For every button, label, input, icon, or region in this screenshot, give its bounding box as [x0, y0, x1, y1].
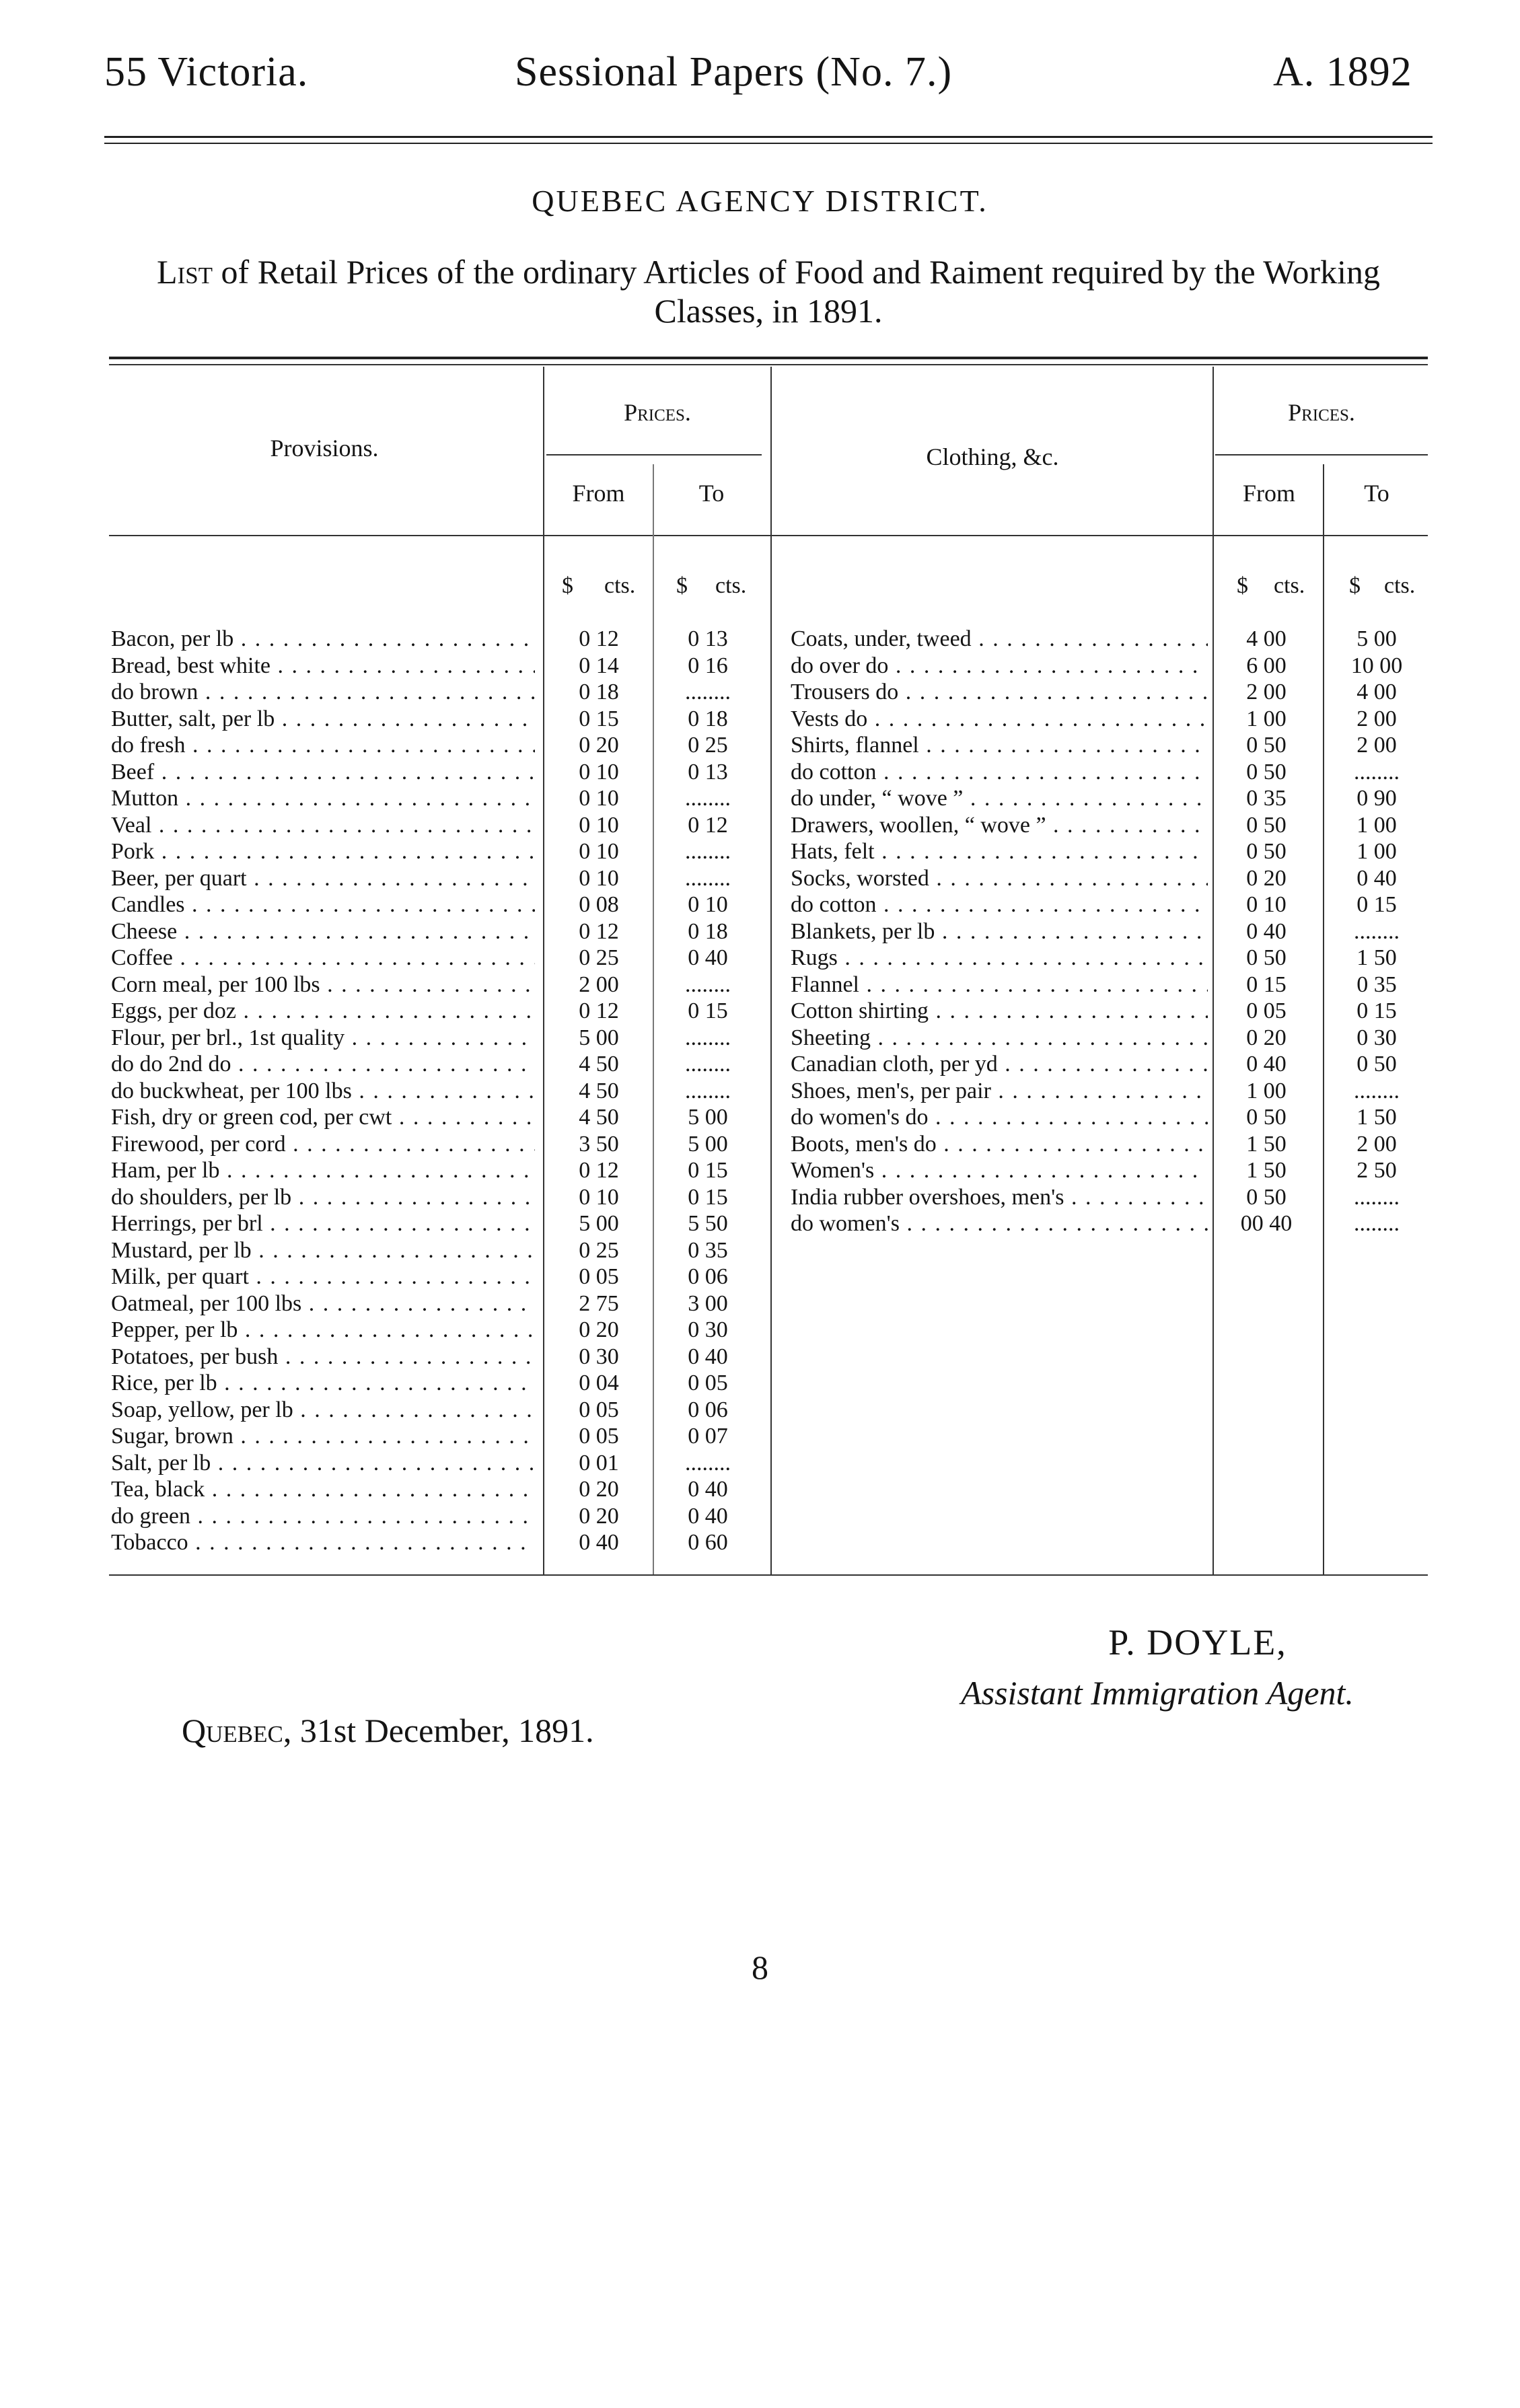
table-row [111, 945, 767, 972]
price-to: ........ [685, 839, 731, 864]
price-to: 10 00 [1350, 653, 1403, 678]
cents-unit-from-right: cts. [1274, 573, 1305, 598]
table-bottom-rule [109, 1574, 1428, 1576]
price-to: 2 00 [1356, 706, 1397, 731]
item-name: do shoulders, per lb . . . [111, 1184, 535, 1211]
prices-left-rule [546, 454, 762, 455]
table-row [111, 653, 767, 680]
header-right: A. 1892 [1273, 49, 1412, 95]
table-row [111, 732, 767, 759]
prices-heading-left: Prices. [624, 399, 691, 426]
price-from: 0 12 [579, 918, 619, 944]
table-row [791, 785, 1428, 812]
price-from: 0 20 [1246, 1025, 1287, 1050]
table-row [111, 1131, 767, 1158]
price-to: 5 00 [1356, 626, 1397, 651]
table-row [791, 1104, 1428, 1131]
cents-unit-to-right: cts. [1384, 573, 1416, 598]
item-name: Canadian cloth, per yd . . . [791, 1051, 1208, 1078]
price-from: 0 40 [1246, 918, 1287, 944]
price-from: 2 00 [579, 972, 619, 997]
price-to: 0 30 [1356, 1025, 1397, 1050]
price-to: 0 07 [688, 1424, 728, 1449]
subtitle-lead: List [157, 253, 213, 291]
table-row [791, 679, 1428, 706]
header-rule-top [104, 136, 1433, 138]
price-from: 4 00 [1246, 626, 1287, 651]
table-row [111, 1237, 767, 1264]
item-name: Beef . . . [111, 759, 535, 786]
item-name: Flour, per brl., 1st quality . . . [111, 1025, 535, 1052]
dollar-unit-to-right: $ [1349, 573, 1361, 598]
table-row [111, 1423, 767, 1450]
item-name: do buckwheat, per 100 lbs . . . [111, 1078, 535, 1105]
item-name: Veal . . . [111, 812, 535, 839]
price-from: 00 40 [1240, 1211, 1293, 1236]
item-name: Boots, men's do . . . [791, 1131, 1208, 1158]
price-to: 1 50 [1356, 1105, 1397, 1130]
item-name: Trousers do . . . [791, 679, 1208, 706]
item-name: do fresh . . . [111, 732, 535, 759]
table-row [111, 1051, 767, 1078]
table-row [111, 1210, 767, 1237]
price-from: 0 01 [579, 1450, 619, 1475]
table-row [791, 706, 1428, 733]
item-name: Coats, under, tweed . . . [791, 626, 1208, 653]
price-to: ........ [685, 865, 731, 891]
table-row [111, 1184, 767, 1211]
price-from: 0 20 [579, 1317, 619, 1342]
price-from: 0 12 [579, 626, 619, 651]
price-from: 0 05 [579, 1397, 619, 1422]
table-row [791, 865, 1428, 892]
price-from: 4 50 [579, 1105, 619, 1130]
item-name: Beer, per quart . . . [111, 865, 535, 892]
table-row [111, 865, 767, 892]
price-from: 0 15 [1246, 972, 1287, 997]
date: , 31st December, 1891. [283, 1712, 594, 1749]
header-left: 55 Victoria. [104, 49, 309, 95]
item-name: Sugar, brown . . . [111, 1423, 535, 1450]
price-to: 0 15 [688, 1184, 728, 1210]
item-name: Coffee . . . [111, 945, 535, 972]
price-to: 0 05 [688, 1371, 728, 1395]
price-to: 5 00 [688, 1105, 728, 1130]
price-to: ........ [1354, 1184, 1400, 1210]
price-from: 0 20 [579, 733, 619, 758]
price-to: 0 40 [1356, 865, 1397, 891]
price-from: 0 50 [1246, 945, 1287, 970]
item-name: Fish, dry or green cod, per cwt . . . [111, 1104, 535, 1131]
price-from: 2 75 [579, 1290, 619, 1316]
table-row [111, 972, 767, 998]
to-heading-left: To [698, 480, 725, 507]
price-to: 0 25 [688, 733, 728, 758]
price-from: 4 50 [579, 1052, 619, 1077]
price-to: 0 35 [1356, 972, 1397, 997]
table-row [111, 759, 767, 786]
table-row [111, 1503, 767, 1530]
price-to: 0 06 [688, 1264, 728, 1289]
item-name: Bread, best white . . . [111, 653, 535, 680]
price-to: ........ [685, 786, 731, 811]
price-to: 2 00 [1356, 1131, 1397, 1157]
price-to: 0 12 [688, 812, 728, 838]
table-row [111, 1025, 767, 1052]
item-name: Eggs, per doz . . . [111, 998, 535, 1025]
table-row [791, 1025, 1428, 1052]
table-row [791, 945, 1428, 972]
price-to: 0 15 [688, 998, 728, 1023]
item-name: Soap, yellow, per lb . . . [111, 1397, 535, 1424]
table-row [111, 1344, 767, 1371]
price-to: ........ [685, 1025, 731, 1050]
price-to: ........ [1354, 918, 1400, 944]
dollar-unit-from-left: $ [562, 573, 573, 598]
item-name: do women's . . . [791, 1210, 1208, 1237]
price-from: 0 05 [579, 1264, 619, 1289]
item-name: Milk, per quart . . . [111, 1264, 535, 1290]
cents-unit-to-left: cts. [715, 573, 747, 598]
price-from: 6 00 [1246, 653, 1287, 678]
price-from: 0 50 [1246, 1105, 1287, 1130]
item-name: Cotton shirting . . . [791, 998, 1208, 1025]
item-name: do women's do . . . [791, 1104, 1208, 1131]
item-name: Mustard, per lb . . . [111, 1237, 535, 1264]
price-to: ........ [1354, 759, 1400, 785]
item-name: do cotton . . . [791, 759, 1208, 786]
table-row [791, 812, 1428, 839]
item-name: do brown . . . [111, 679, 535, 706]
price-to: 0 40 [688, 1503, 728, 1529]
price-to: 2 00 [1356, 733, 1397, 758]
item-name: Flannel . . . [791, 972, 1208, 998]
price-from: 0 12 [579, 1158, 619, 1183]
price-from: 0 15 [579, 706, 619, 731]
price-from: 0 50 [1246, 759, 1287, 785]
price-from: 0 10 [579, 812, 619, 838]
table-row [791, 918, 1428, 945]
table-row [111, 1264, 767, 1290]
table-top-rule [109, 357, 1428, 359]
table-row [791, 891, 1428, 918]
price-to: 4 00 [1356, 680, 1397, 704]
price-to: 0 40 [688, 1477, 728, 1502]
item-name: Oatmeal, per 100 lbs . . . [111, 1290, 535, 1317]
price-from: 0 18 [579, 680, 619, 704]
table-row [111, 626, 767, 653]
price-to: 3 00 [688, 1290, 728, 1316]
signature-name: P. DOYLE, [1108, 1622, 1287, 1663]
item-name: Cheese . . . [111, 918, 535, 945]
item-name: Tobacco . . . [111, 1529, 535, 1556]
price-to: ........ [1354, 1078, 1400, 1103]
price-from: 1 50 [1246, 1158, 1287, 1183]
price-to: 0 50 [1356, 1052, 1397, 1077]
item-name: India rubber overshoes, men's . . . [791, 1184, 1208, 1211]
price-to: 0 18 [688, 918, 728, 944]
table-row [111, 918, 767, 945]
price-from: 0 25 [579, 945, 619, 970]
price-from: 0 20 [579, 1477, 619, 1502]
from-heading-left: From [572, 480, 625, 507]
table-row [111, 1317, 767, 1344]
item-name: Drawers, woollen, “ wove ” . . . [791, 812, 1208, 839]
item-name: Corn meal, per 100 lbs . . . [111, 972, 535, 998]
table-top-rule-2 [109, 364, 1428, 365]
table-row [111, 679, 767, 706]
price-to: 0 10 [688, 892, 728, 917]
item-name: Potatoes, per bush . . . [111, 1344, 535, 1371]
price-from: 0 10 [579, 1184, 619, 1210]
table-row [791, 653, 1428, 680]
dollar-unit-from-right: $ [1237, 573, 1248, 598]
price-to: 0 06 [688, 1397, 728, 1422]
table-row [791, 1157, 1428, 1184]
price-from: 0 40 [1246, 1052, 1287, 1077]
to-heading-right: To [1364, 480, 1389, 507]
price-from: 0 10 [579, 865, 619, 891]
price-from: 5 00 [579, 1211, 619, 1236]
item-name: Herrings, per brl . . . [111, 1210, 535, 1237]
place-date [182, 1711, 594, 1750]
item-name: Shirts, flannel . . . [791, 732, 1208, 759]
price-to: 1 00 [1356, 839, 1397, 864]
table-row [111, 1529, 767, 1556]
item-name: Tea, black . . . [111, 1476, 535, 1503]
price-from: 2 00 [1246, 680, 1287, 704]
price-to: ........ [1354, 1211, 1400, 1236]
price-to: 2 50 [1356, 1158, 1397, 1183]
subtitle-text: of Retail Prices of the ordinary Articles of Food and Raiment required by the Working Classes, in 1891. [213, 253, 1380, 330]
price-to: 0 40 [688, 945, 728, 970]
price-from: 0 30 [579, 1344, 619, 1369]
item-name: Hats, felt . . . [791, 838, 1208, 865]
item-name: Shoes, men's, per pair . . . [791, 1078, 1208, 1105]
price-to: 0 90 [1356, 786, 1397, 811]
table-row [111, 1450, 767, 1477]
header-center: Sessional Papers (No. 7.) [515, 49, 953, 95]
price-to: 0 60 [688, 1530, 728, 1555]
price-from: 0 14 [579, 653, 619, 678]
table-row [791, 1131, 1428, 1158]
price-from: 0 08 [579, 892, 619, 917]
item-name: Firewood, per cord . . . [111, 1131, 535, 1158]
price-from: 0 50 [1246, 733, 1287, 758]
price-from: 0 35 [1246, 786, 1287, 811]
item-name: Candles . . . [111, 891, 535, 918]
item-name: do cotton . . . [791, 891, 1208, 918]
item-name: do green . . . [111, 1503, 535, 1530]
table-row [111, 1157, 767, 1184]
price-from: 0 10 [579, 759, 619, 785]
item-name: Rugs . . . [791, 945, 1208, 972]
table-row [111, 838, 767, 865]
price-from: 1 00 [1246, 706, 1287, 731]
price-to: ........ [685, 972, 731, 997]
table-row [791, 759, 1428, 786]
provisions-heading: Provisions. [270, 435, 379, 462]
signature-title: Assistant Immigration Agent. [961, 1674, 1354, 1712]
header-rule-bottom [104, 143, 1433, 144]
table-row [791, 1210, 1428, 1237]
item-name: Women's . . . [791, 1157, 1208, 1184]
table-row [111, 785, 767, 812]
list-subtitle [109, 252, 1428, 330]
table-row [111, 812, 767, 839]
price-to: 0 15 [1356, 892, 1397, 917]
price-from: 1 00 [1246, 1078, 1287, 1103]
table-row [111, 1397, 767, 1424]
clothing-heading: Clothing, &c. [926, 443, 1059, 470]
dollar-unit-to-left: $ [676, 573, 688, 598]
table-row [791, 626, 1428, 653]
item-name: do do 2nd do . . . [111, 1051, 535, 1078]
item-name: Ham, per lb . . . [111, 1157, 535, 1184]
item-name: Rice, per lb . . . [111, 1370, 535, 1397]
item-name: do under, “ wove ” . . . [791, 785, 1208, 812]
prices-right-rule [1215, 454, 1428, 455]
item-name: Blankets, per lb . . . [791, 918, 1208, 945]
table-row [791, 972, 1428, 998]
table-row [791, 1051, 1428, 1078]
price-from: 0 50 [1246, 839, 1287, 864]
price-to: 0 13 [688, 626, 728, 651]
price-from: 0 05 [1246, 998, 1287, 1023]
price-to: 0 16 [688, 653, 728, 678]
cents-unit-from-left: cts. [604, 573, 636, 598]
price-from: 0 25 [579, 1237, 619, 1263]
price-from: 0 20 [1246, 865, 1287, 891]
section-divider [770, 367, 772, 1574]
table-row [111, 1290, 767, 1317]
page-number: 8 [752, 1948, 768, 1986]
price-to: 0 35 [688, 1237, 728, 1263]
table-row [791, 998, 1428, 1025]
provisions-table [111, 626, 767, 1556]
item-name: Pepper, per lb . . . [111, 1317, 535, 1344]
item-name: do over do . . . [791, 653, 1208, 680]
price-to: 1 00 [1356, 812, 1397, 838]
table-row [111, 1476, 767, 1503]
header-bottom-rule [109, 535, 1428, 536]
price-to: ........ [685, 1450, 731, 1475]
price-to: 0 30 [688, 1317, 728, 1342]
table-row [111, 891, 767, 918]
price-from: 0 10 [1246, 892, 1287, 917]
price-to: 0 15 [688, 1158, 728, 1183]
price-from: 5 00 [579, 1025, 619, 1050]
item-name: Socks, worsted . . . [791, 865, 1208, 892]
item-name: Vests do . . . [791, 706, 1208, 733]
price-to: ........ [685, 680, 731, 704]
table-row [111, 706, 767, 733]
price-from: 0 10 [579, 786, 619, 811]
table-row [111, 1104, 767, 1131]
item-name: Salt, per lb . . . [111, 1450, 535, 1477]
clothing-table [791, 626, 1428, 1237]
price-from: 0 50 [1246, 812, 1287, 838]
item-name: Butter, salt, per lb . . . [111, 706, 535, 733]
table-row [111, 1370, 767, 1397]
price-from: 0 50 [1246, 1184, 1287, 1210]
price-from: 0 04 [579, 1371, 619, 1395]
price-to: ........ [685, 1052, 731, 1077]
price-from: 0 12 [579, 998, 619, 1023]
table-row [791, 732, 1428, 759]
item-name: Pork . . . [111, 838, 535, 865]
item-name: Bacon, per lb . . . [111, 626, 535, 653]
price-to: 0 13 [688, 759, 728, 785]
price-to: 0 18 [688, 706, 728, 731]
district-title: QUEBEC AGENCY DISTRICT. [532, 184, 988, 218]
price-from: 1 50 [1246, 1131, 1287, 1157]
from-heading-right: From [1242, 480, 1295, 507]
table-row [791, 1184, 1428, 1211]
price-to: 0 40 [688, 1344, 728, 1369]
price-to: 1 50 [1356, 945, 1397, 970]
table-row [111, 998, 767, 1025]
item-name: Sheeting . . . [791, 1025, 1208, 1052]
price-to: 5 50 [688, 1211, 728, 1236]
price-from: 3 50 [579, 1131, 619, 1157]
prices-heading-right: Prices. [1288, 399, 1355, 426]
price-from: 0 10 [579, 839, 619, 864]
item-name: Mutton . . . [111, 785, 535, 812]
place: Quebec [182, 1712, 283, 1749]
table-row [111, 1078, 767, 1105]
price-to: 5 00 [688, 1131, 728, 1157]
price-to: ........ [685, 1078, 731, 1103]
price-from: 0 05 [579, 1424, 619, 1449]
table-row [791, 838, 1428, 865]
price-from: 0 40 [579, 1530, 619, 1555]
price-to: 0 15 [1356, 998, 1397, 1023]
price-from: 4 50 [579, 1078, 619, 1103]
table-row [791, 1078, 1428, 1105]
price-from: 0 20 [579, 1503, 619, 1529]
